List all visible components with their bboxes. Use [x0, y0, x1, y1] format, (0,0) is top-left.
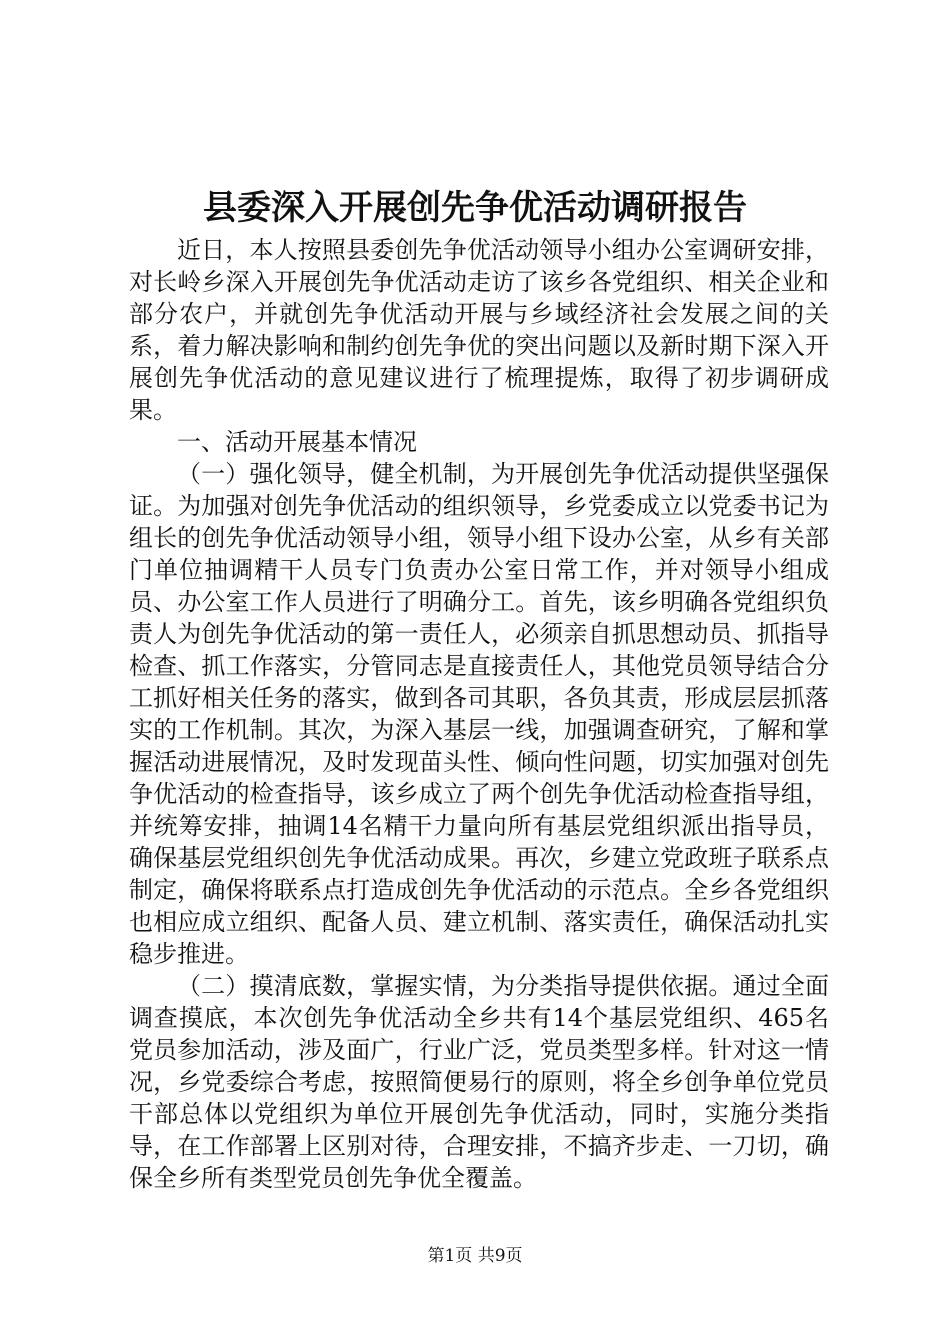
document-body	[129, 234, 829, 1194]
subsection-paragraph-2: （二）摸清底数，掌握实情，为分类指导提供依据。通过全面调查摸底，本次创先争优活动全乡共有14个基层党组织、465名党员参加活动，涉及面广，行业广泛，党员类型多样。针对这一情况，乡党委综合考虑，按照简便易行的原则，将全乡创争单位党员干部总体以党组织为单位开展创先争优活动，同时，实施分类指导，在工作部署上区别对待，合理安排，不搞齐步走、一刀切，确保全乡所有类型党员创先争优全覆盖。	[129, 972, 829, 1192]
intro-paragraph: 近日，本人按照县委创先争优活动领导小组办公室调研安排，对长岭乡深入开展创先争优活动走访了该乡各党组织、相关企业和部分农户，并就创先争优活动开展与乡域经济社会发展之间的关系，着力解决影响和制约创先争优的突出问题以及新时期下深入开展创先争优活动的意见建议进行了梳理提炼，取得了初步调研成果。	[129, 236, 829, 424]
section-heading: 一、活动开展基本情况	[177, 428, 417, 456]
document-title: 县委深入开展创先争优活动调研报告	[203, 188, 747, 228]
subsection-paragraph-1: （一）强化领导，健全机制，为开展创先争优活动提供坚强保证。为加强对创先争优活动的组织领导，乡党委成立以党委书记为组长的创先争优活动领导小组，领导小组下设办公室，从乡有关部门单位抽调精干人员专门负责办公室日常工作，并对领导小组成员、办公室工作人员进行了明确分工。首先，该乡明确各党组织负责人为创先争优活动的第一责任人，必须亲自抓思想动员、抓指导检查、抓工作落实，分管同志是直接责任人，其他党员领导结合分工抓好相关任务的落实，做到各司其职，各负其责，形成层层抓落实的工作机制。其次，为深入基层一线，加强调查研究，了解和掌握活动进展情况，及时发现苗头性、倾向性问题，切实加强对创先争优活动的检查指导，该乡成立了两个创先争优活动检查指导组，并统筹安排，抽调14名精干力量向所有基层党组织派出指导员，确保基层党组织创先争优活动成果。再次，乡建立党政班子联系点制定，确保将联系点打造成创先争优活动的示范点。全乡各党组织也相应成立组织、配备人员、建立机制、落实责任，确保活动扎实稳步推进。	[129, 460, 829, 968]
page-number-footer: 第1页 共9页	[427, 1246, 523, 1266]
